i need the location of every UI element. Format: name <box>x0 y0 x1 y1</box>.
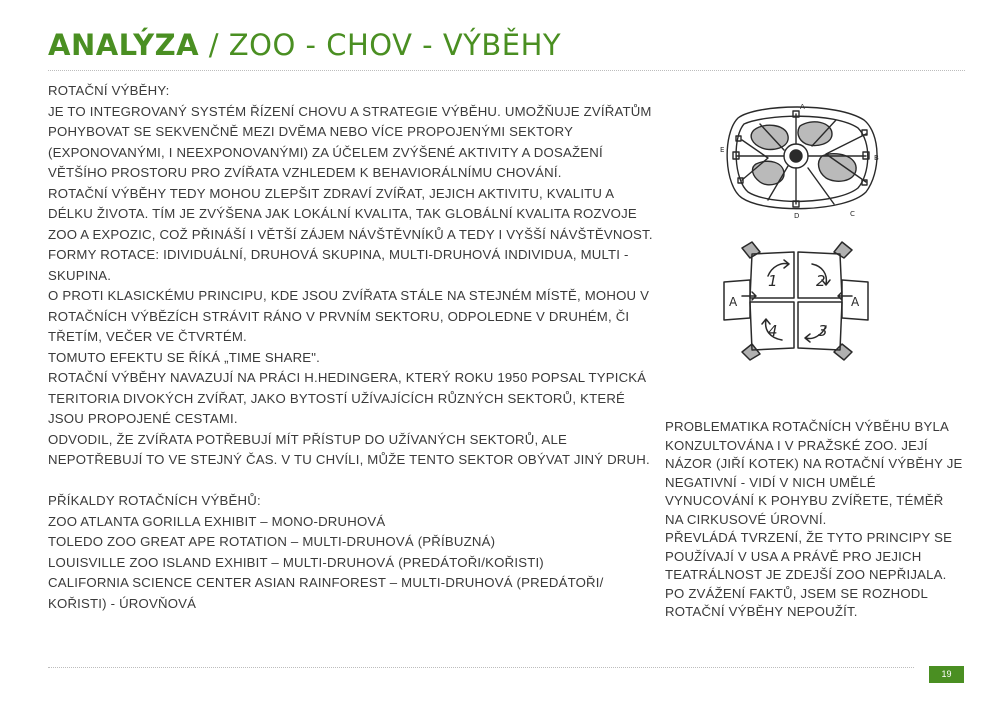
title-section: ANALÝZA <box>48 28 200 62</box>
page-number: 19 <box>929 666 964 683</box>
sector-label: 3 <box>818 322 828 340</box>
side-paragraph: PŘEVLÁDÁ TVRZENÍ, ŽE TYTO PRINCIPY SE POUŽÍVAJÍ V USA A PRÁVĚ PRO JEJICH TEATRÁLNOST JE ZDEJŠÍ ZOO NEPŘIJALA. PO ZVÁŽENÍ FAKTŮ, JSEM SE ROZHODL ROTAČNÍ VÝBĚHY NEPOUŽÍT. <box>665 530 953 619</box>
spacer <box>48 471 658 492</box>
sketch-label: E <box>720 146 725 154</box>
main-text-column <box>48 81 658 614</box>
side-paragraph: PROBLEMATIKA ROTAČNÍCH VÝBĚHU BYLA KONZULTOVÁNA I V PRAŽSKÉ ZOO. JEJÍ NÁZOR (JIŘÍ KOTEK) NA ROTAČNÍ VÝBĚHY JE NEGATIVNÍ - VIDÍ V NICH UMĚLÉ VYNUCOVÁNÍ K POHYBU ZVÍŘETE, TÉMĚŘ NA CIRKUSOVÉ ÚROVNÍ. <box>665 419 963 527</box>
paragraph: ROTAČNÍ VÝBĚHY: <box>48 83 170 98</box>
sketch-label: D <box>794 212 800 220</box>
paragraph: ODVODIL, ŽE ZVÍŘATA POTŘEBUJÍ MÍT PŘÍSTUP DO UŽÍVANÝCH SEKTORŮ, ALE NEPOTŘEBUJÍ TO VE STEJNÝ ČAS. V TU CHVÍLI, MŮŽE TENTO SEKTOR OBÝVAT JINÝ DRUH. <box>48 431 650 467</box>
paragraph: FORMY ROTACE: IDIVIDUÁLNÍ, DRUHOVÁ SKUPINA, MULTI-DRUHOVÁ INDIVIDUA, MULTI - SKUPINA. <box>48 247 629 283</box>
title-subtitle: / ZOO - CHOV - VÝBĚHY <box>199 28 562 62</box>
example-item: CALIFORNIA SCIENCE CENTER ASIAN RAINFOREST – MULTI-DRUHOVÁ (PREDÁTOŘI/ KOŘISTI) - ÚROVŇOVÁ <box>48 575 604 611</box>
example-item: LOUISVILLE ZOO ISLAND EXHIBIT – MULTI-DRUHOVÁ (PREDÁTOŘI/KOŘISTI) <box>48 554 544 570</box>
examples-heading: PŘÍKALDY ROTAČNÍCH VÝBĚHŮ: <box>48 493 261 508</box>
sketch-label: B <box>874 154 879 162</box>
side-note <box>665 418 965 622</box>
paragraph: TOMUTO EFEKTU SE ŘÍKÁ „TIME SHARE". <box>48 349 321 365</box>
sketch-label: C <box>850 210 855 218</box>
example-item: ZOO ATLANTA GORILLA EXHIBIT – MONO-DRUHOVÁ <box>48 513 386 529</box>
footer-divider <box>48 667 914 668</box>
sector-label: 1 <box>768 272 778 290</box>
entry-label: A <box>851 295 860 309</box>
paragraph: O PROTI KLASICKÉMU PRINCIPU, KDE JSOU ZVÍŘATA STÁLE NA STEJNÉM MÍSTĚ, MOHOU V ROTAČNÍCH VÝBĚZÍCH STRÁVIT RÁNO V PRVNÍM SEKTORU, ODPOLEDNE V DRUHÉM, ČI TŘETÍM, VEČER VE ČTVRTÉM. <box>48 288 650 344</box>
paragraph: JE TO INTEGROVANÝ SYSTÉM ŘÍZENÍ CHOVU A STRATEGIE VÝBĚHU. UMOŽŇUJE ZVÍŘATŮM POHYBOVAT SE SEKVENČNĚ MEZI DVĚMA NEBO VÍCE PROPOJENÝMI SEKTORY (EXPONOVANÝMI, I NEEXPONOVANÝMI) ZA ÚČELEM ZVÝŠENÉ AKTIVITY A DOSAŽENÍ VĚTŠÍHO PROSTORU PRO ZVÍŘATA VZHLEDEM K BEHAVIORÁLNÍMU CHOVÁNÍ. <box>48 103 652 180</box>
example-item: TOLEDO ZOO GREAT APE ROTATION – MULTI-DRUHOVÁ (PŘÍBUZNÁ) <box>48 534 496 549</box>
paragraph: ROTAČNÍ VÝBĚHY NAVAZUJÍ NA PRÁCI H.HEDINGERA, KTERÝ ROKU 1950 POPSAL TYPICKÁ TERITORIA DIVOKÝCH ZVÍŘAT, JAKO BYTOSTÍ UŽÍVAJÍCÍCH RŮZNÝCH SEKTORŮ, KTERÉ JSOU PROPOJENÉ CESTAMI. <box>48 370 647 426</box>
rotation-sectors-sketch <box>712 240 872 362</box>
rotation-network-sketch <box>716 100 886 220</box>
sketch-label: A <box>800 103 805 111</box>
paragraph: ROTAČNÍ VÝBĚHY TEDY MOHOU ZLEPŠIT ZDRAVÍ ZVÍŘAT, JEJICH AKTIVITU, KVALITU A DÉLKU ŽIVOTA. TÍM JE ZVÝŠENA JAK LOKÁLNÍ KVALITA, TAK GLOBÁLNÍ KVALITA ROZVOJE ZOO A EXPOZIC, COŽ PŘINÁŠÍ I VĚTŠÍ ZÁJEM NÁVŠTĚVNÍKŮ A TEDY I VYŠŠÍ NÁVŠTĚVNOST. <box>48 185 653 242</box>
header-divider <box>48 70 965 71</box>
page-title <box>48 28 561 62</box>
entry-label: A <box>729 295 738 309</box>
sector-label: 2 <box>816 272 826 290</box>
sector-label: 4 <box>768 322 778 340</box>
